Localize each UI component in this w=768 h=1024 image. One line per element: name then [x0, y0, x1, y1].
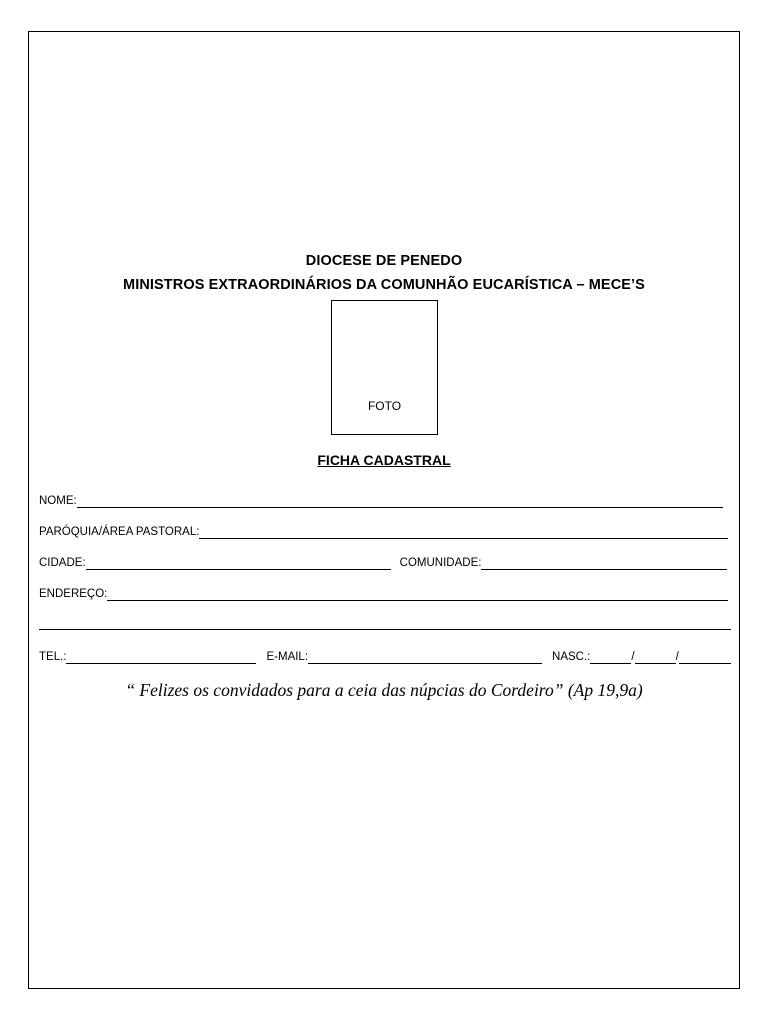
comunidade-label: COMUNIDADE:	[399, 557, 482, 569]
endereco-continuation-row	[39, 614, 731, 630]
nasc-day-field[interactable]	[590, 651, 631, 664]
tel-label: TEL.:	[39, 651, 67, 663]
cidade-label: CIDADE:	[39, 557, 86, 569]
form-title-text: FICHA CADASTRAL	[317, 452, 451, 468]
endereco-row	[39, 585, 728, 601]
endereco-continuation-field[interactable]	[39, 617, 731, 630]
paroquia-label: PARÓQUIA/ÁREA PASTORAL:	[39, 526, 200, 538]
endereco-label: ENDEREÇO:	[39, 588, 108, 600]
endereco-field[interactable]	[107, 588, 728, 601]
cidade-field[interactable]	[86, 557, 391, 570]
nasc-label: NASC.:	[552, 651, 591, 663]
nome-label: NOME:	[39, 495, 77, 507]
date-separator: /	[631, 651, 635, 663]
paroquia-row	[39, 523, 728, 539]
nasc-month-field[interactable]	[635, 651, 676, 664]
email-label: E-MAIL:	[266, 651, 309, 663]
tel-field[interactable]	[66, 651, 256, 664]
photo-box	[331, 300, 438, 435]
nome-field[interactable]	[77, 495, 723, 508]
form-title	[0, 452, 768, 468]
photo-label: FOTO	[367, 399, 402, 413]
nasc-year-field[interactable]	[679, 651, 731, 664]
date-separator: /	[675, 651, 679, 663]
email-field[interactable]	[308, 651, 542, 664]
diocese-title: DIOCESE DE PENEDO	[305, 253, 463, 269]
ministry-title: MINISTROS EXTRAORDINÁRIOS DA COMUNHÃO EUCARÍSTICA – MECE’S	[123, 277, 645, 293]
comunidade-field[interactable]	[481, 557, 727, 570]
contact-row	[39, 648, 731, 664]
nome-row	[39, 492, 723, 508]
cidade-comunidade-row	[39, 554, 727, 570]
page-border	[28, 31, 740, 989]
paroquia-field[interactable]	[199, 526, 728, 539]
bible-quote: “ Felizes os convidados para a ceia das núpcias do Cordeiro” (Ap 19,9a)	[125, 680, 643, 700]
